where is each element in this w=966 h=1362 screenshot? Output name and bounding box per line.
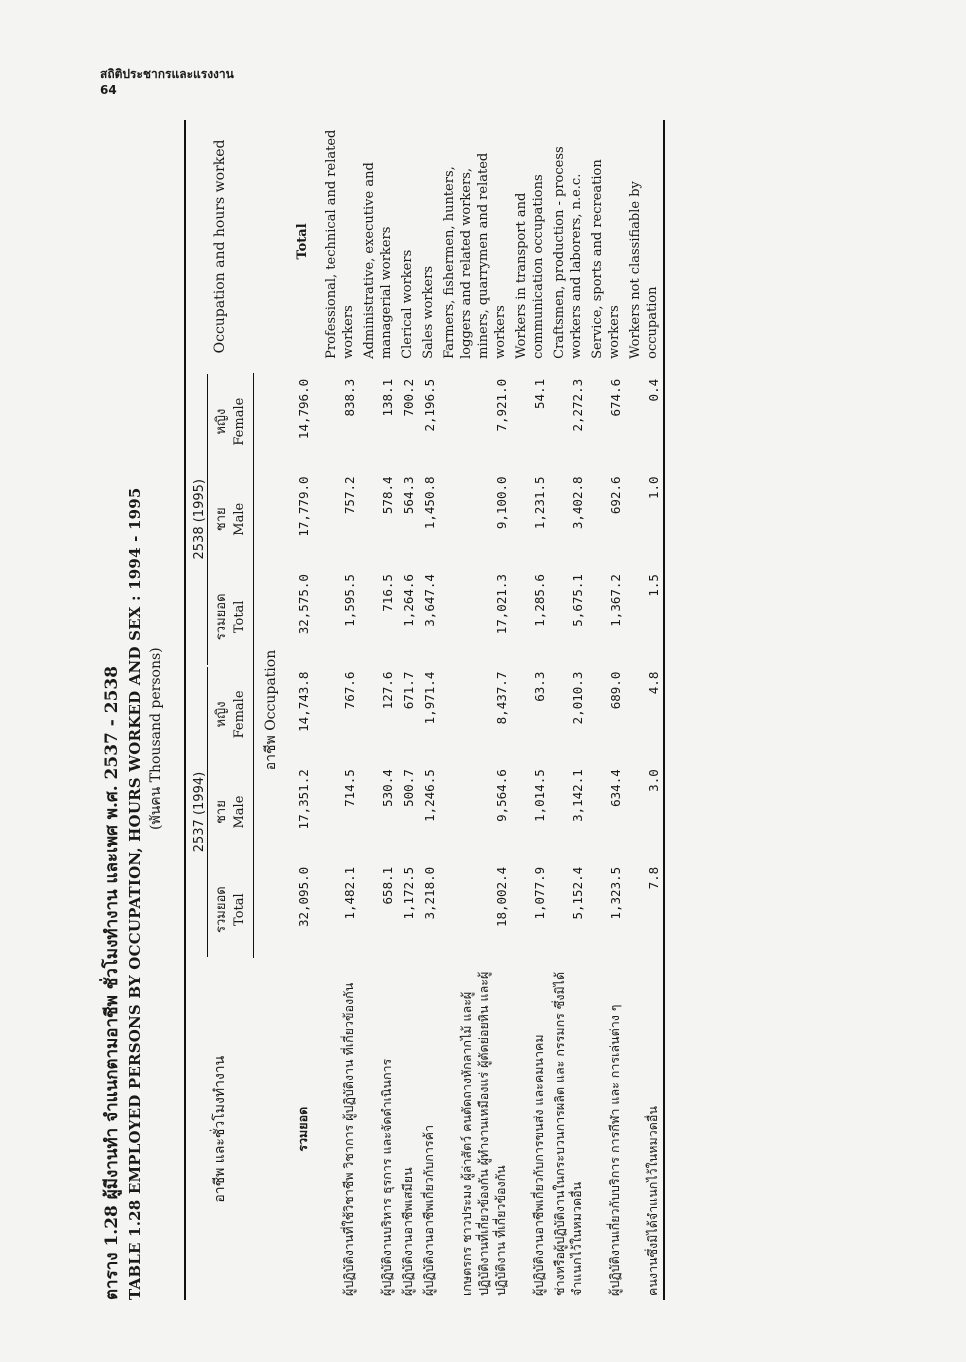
row-value: 63.3 bbox=[532, 671, 547, 702]
row-label-english: Clerical workers bbox=[400, 249, 415, 359]
row-value: 8,437.7 bbox=[494, 671, 509, 725]
table-row bbox=[511, 120, 549, 1300]
row-value: 2,010.3 bbox=[570, 671, 585, 725]
thai-occupation-header: อาชีพ และชั่วโมงทำงาน bbox=[185, 958, 254, 1300]
row-label-thai: ผู้ปฏิบัติงานอาชีพเสมียน bbox=[400, 1167, 415, 1296]
row-value: 634.4 bbox=[608, 769, 623, 807]
row-value: 5,675.1 bbox=[570, 574, 585, 627]
row-value: 1,595.5 bbox=[342, 574, 357, 627]
row-value: 1.0 bbox=[625, 470, 664, 568]
row-value: 2,272.3 bbox=[570, 378, 585, 432]
row-value: 3,402.8 bbox=[570, 476, 585, 530]
row-value: 1,450.8 bbox=[422, 476, 437, 530]
table-titles bbox=[100, 120, 166, 1300]
row-value: 17,021.3 bbox=[494, 574, 509, 635]
row-value: 689.0 bbox=[608, 671, 623, 710]
row-value: 3,647.4 bbox=[422, 574, 437, 627]
row-value: 14,743.8 bbox=[296, 671, 311, 732]
employment-table bbox=[184, 120, 665, 1300]
table-row bbox=[587, 120, 625, 1300]
row-value: 1,323.5 bbox=[608, 866, 623, 920]
table-row bbox=[549, 120, 587, 1300]
row-value: 767.6 bbox=[342, 671, 357, 710]
row-value: 0.4 bbox=[625, 373, 664, 471]
col-total-1994: รวมยอด Total bbox=[209, 861, 254, 959]
row-value: 5,152.4 bbox=[570, 866, 585, 920]
col-female-1995: หญิง Female bbox=[209, 373, 254, 471]
book-title: สถิติประชากรและแรงงาน bbox=[100, 67, 234, 81]
table-row bbox=[397, 120, 418, 1300]
year2-header: 2538 (1995) bbox=[185, 373, 209, 666]
row-value: 1,246.5 bbox=[422, 769, 437, 822]
col-total-1995: รวมยอด Total bbox=[209, 568, 254, 666]
row-label-thai: ผู้ปฏิบัติงานที่ใช้วิชาชีพ วิชาการ ผู้ปฏิบัติงาน ที่เกี่ยวข้องกัน bbox=[341, 982, 356, 1296]
row-label-thai: เกษตรกร ชาวประมง ผู้ล่าสัตว์ คนตัดถางหักลากไม้ และผู้ปฏิบัติงานที่เกี่ยวข้องกัน ผู้ทำงานเหมืองแร่ ผู้ตัดย่อยหิน และผู้ปฏิบัติงาน ที่เกี่ยวข้องกัน bbox=[459, 971, 508, 1296]
unit-note: (พันคน Thousand persons) bbox=[148, 647, 164, 830]
row-value: 658.1 bbox=[380, 866, 395, 905]
row-value: 127.6 bbox=[380, 671, 395, 710]
row-value: 17,351.2 bbox=[296, 769, 311, 830]
row-value: 1,077.9 bbox=[532, 866, 547, 920]
row-value: 7,921.0 bbox=[494, 378, 509, 432]
row-value: 757.2 bbox=[342, 476, 357, 515]
row-label-english: Professional, technical and related workers bbox=[324, 129, 356, 359]
row-value: 716.5 bbox=[380, 574, 395, 612]
rotated-table-page bbox=[100, 120, 860, 1300]
year1-header: 2537 (1994) bbox=[185, 666, 209, 959]
row-value: 1,231.5 bbox=[532, 476, 547, 530]
row-label-english: Workers in transport and communication occupations bbox=[514, 174, 546, 359]
row-value: 1,482.1 bbox=[342, 866, 357, 920]
row-label-english: Farmers, fishermen, hunters, loggers and related workers, miners, quarrymen and related workers bbox=[442, 152, 508, 359]
row-value: 3.0 bbox=[625, 763, 664, 861]
row-value: 1,971.4 bbox=[422, 671, 437, 725]
table-row bbox=[359, 120, 397, 1300]
row-value: 32,575.0 bbox=[296, 574, 311, 635]
row-value: 1,172.5 bbox=[401, 866, 416, 920]
row-value: 500.7 bbox=[401, 769, 416, 807]
table-row bbox=[439, 120, 511, 1300]
row-label-thai: คนงานซึ่งมิได้จำแนกไว้ในหมวดอื่น bbox=[625, 958, 664, 1300]
row-value: 530.4 bbox=[380, 769, 395, 807]
row-value: 2,196.5 bbox=[422, 378, 437, 432]
row-label-thai: รวมยอด bbox=[295, 1106, 310, 1152]
row-label-english: Workers not classifiable by occupation bbox=[625, 120, 664, 373]
row-value: 3,142.1 bbox=[570, 769, 585, 822]
title-english: TABLE 1.28 EMPLOYED PERSONS BY OCCUPATION, HOURS WORKED AND SEX : 1994 - 1995 bbox=[126, 487, 144, 1300]
english-occupation-header: Occupation and hours worked bbox=[185, 120, 254, 373]
row-value: 9,100.0 bbox=[494, 476, 509, 530]
row-value: 578.4 bbox=[380, 476, 395, 515]
row-label-english: Craftsmen, production - process workers and laborers, n.e.c. bbox=[552, 146, 584, 359]
page-header bbox=[100, 66, 234, 98]
row-label-thai: ผู้ปฏิบัติงานเกี่ยวกับบริการ การกีฬา และ การเล่นต่าง ๆ bbox=[607, 1004, 622, 1296]
table-row bbox=[286, 120, 321, 1300]
row-value: 674.6 bbox=[608, 378, 623, 417]
table-row bbox=[321, 120, 359, 1300]
row-value: 1,367.2 bbox=[608, 574, 623, 627]
row-label-english: Service, sports and recreation workers bbox=[590, 159, 622, 359]
row-value: 3,218.0 bbox=[422, 866, 437, 920]
row-value: 4.8 bbox=[625, 666, 664, 764]
row-label-english: Total bbox=[295, 223, 310, 260]
row-value: 7.8 bbox=[625, 861, 664, 959]
col-male-1994: ชาย Male bbox=[209, 763, 254, 861]
row-value: 18,002.4 bbox=[494, 866, 509, 928]
row-label-thai: ผู้ปฏิบัติงานอาชีพเกี่ยวกับการค้า bbox=[421, 1125, 436, 1296]
col-female-1994: หญิง Female bbox=[209, 666, 254, 764]
page-number: 64 bbox=[100, 83, 117, 97]
row-value: 700.2 bbox=[401, 378, 416, 417]
row-value: 564.3 bbox=[401, 476, 416, 515]
row-label-thai: ผู้ปฏิบัติงานอาชีพเกี่ยวกับการขนส่ง และคมนาคม bbox=[531, 1034, 546, 1296]
col-male-1995: ชาย Male bbox=[209, 470, 254, 568]
row-value: 714.5 bbox=[342, 769, 357, 807]
row-label-english: Administrative, executive and managerial workers bbox=[362, 162, 394, 359]
title-thai: ตาราง 1.28 ผู้มีงานทำ จำแนกตามอาชีพ ชั่วโมงทำงาน และเพศ พ.ศ. 2537 - 2538 bbox=[102, 665, 122, 1300]
table-row bbox=[418, 120, 439, 1300]
row-value: 9,564.6 bbox=[494, 769, 509, 822]
row-value: 14,796.0 bbox=[296, 378, 311, 440]
table-row bbox=[625, 120, 664, 1300]
row-value: 1,014.5 bbox=[532, 769, 547, 822]
section-label: อาชีพ Occupation bbox=[263, 649, 279, 771]
row-value: 838.3 bbox=[342, 378, 357, 417]
row-label-thai: ช่างหรือผู้ปฏิบัติงานในกระบวนการผลิต และ กรรมกร ซึ่งมิได้จำแนกไว้ในหมวดอื่น bbox=[552, 971, 584, 1296]
row-value: 692.6 bbox=[608, 476, 623, 515]
row-value: 1,264.6 bbox=[401, 574, 416, 627]
row-value: 54.1 bbox=[532, 378, 547, 409]
row-value: 1.5 bbox=[625, 568, 664, 666]
row-value: 32,095.0 bbox=[296, 866, 311, 928]
row-value: 1,285.6 bbox=[532, 574, 547, 627]
row-label-english: Sales workers bbox=[421, 265, 436, 359]
section-row bbox=[254, 120, 287, 1300]
row-label-thai: ผู้ปฏิบัติงานบริหาร ธุรการ และจัดดำเนินการ bbox=[379, 1058, 394, 1296]
row-value: 17,779.0 bbox=[296, 476, 311, 537]
row-value: 671.7 bbox=[401, 671, 416, 710]
row-value: 138.1 bbox=[380, 378, 395, 417]
